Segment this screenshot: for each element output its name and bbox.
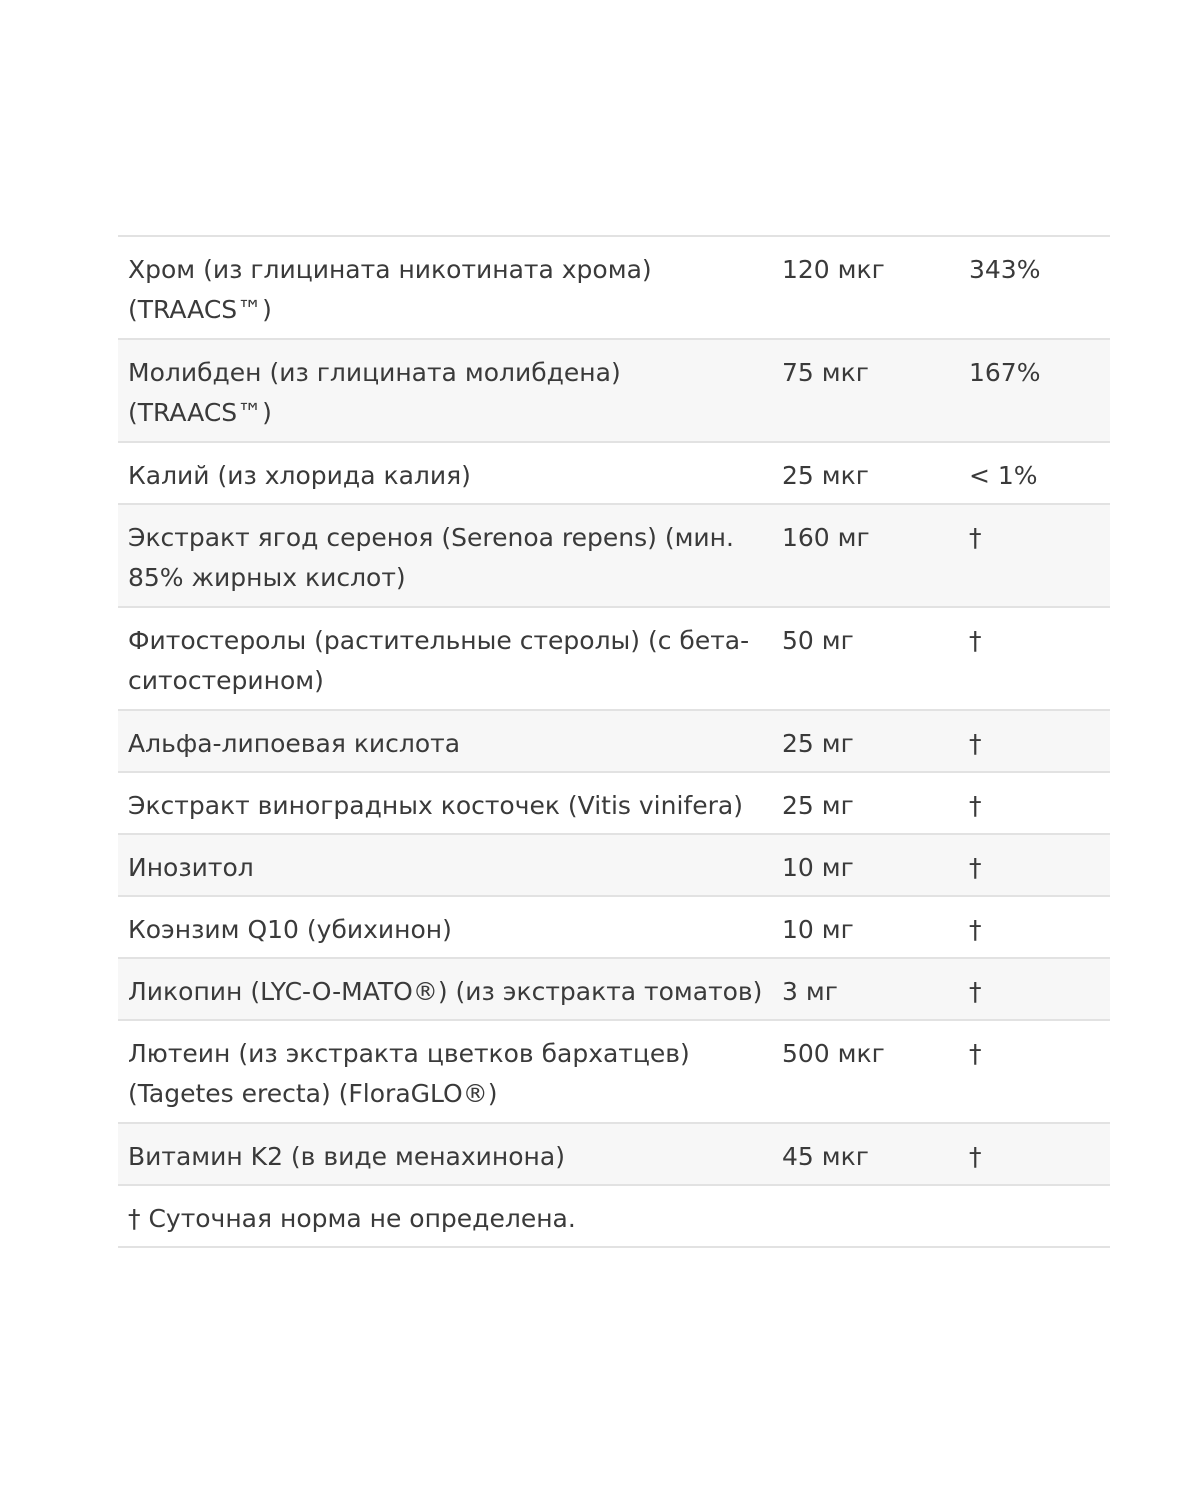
ingredient-name: Ликопин (LYC-O-MATO®) (из экстракта томатов) [128, 977, 763, 1006]
ingredient-name: Инозитол [128, 853, 254, 882]
ingredient-name: Витамин K2 (в виде менахинона) [128, 1142, 565, 1171]
table-row [118, 505, 1110, 608]
ingredient-daily-value: † [969, 1142, 982, 1171]
table-row [118, 443, 1110, 505]
ingredient-name: Фитостеролы (растительные стеролы) (с бета-ситостерином) [128, 626, 750, 695]
ingredient-daily-value: † [969, 791, 982, 820]
ingredient-amount: 45 мкг [782, 1142, 869, 1171]
table-row [118, 237, 1110, 340]
ingredient-amount: 75 мкг [782, 358, 869, 387]
table-row [118, 959, 1110, 1021]
ingredient-name: Лютеин (из экстракта цветков бархатцев) (Tagetes erecta) (FloraGLO®) [128, 1039, 690, 1108]
ingredient-name: Экстракт виноградных косточек (Vitis vinifera) [128, 791, 743, 820]
ingredient-amount: 500 мкг [782, 1039, 885, 1068]
ingredient-amount: 160 мг [782, 523, 870, 552]
ingredient-daily-value: 167% [969, 358, 1041, 387]
ingredient-amount: 50 мг [782, 626, 854, 655]
ingredient-amount: 120 мкг [782, 255, 885, 284]
ingredient-amount: 10 мг [782, 853, 854, 882]
table-row [118, 773, 1110, 835]
ingredient-daily-value: < 1% [969, 461, 1038, 490]
table-row [118, 1021, 1110, 1124]
table-row [118, 897, 1110, 959]
ingredient-daily-value: † [969, 626, 982, 655]
ingredient-amount: 25 мкг [782, 461, 869, 490]
ingredient-amount: 25 мг [782, 729, 854, 758]
ingredient-name: Альфа-липоевая кислота [128, 729, 461, 758]
ingredient-name: Хром (из глицината никотината хрома) (TRAACS™) [128, 255, 652, 324]
ingredient-daily-value: † [969, 729, 982, 758]
ingredient-name: Экстракт ягод сереноя (Serenoa repens) (мин. 85% жирных кислот) [128, 523, 734, 592]
ingredient-amount: 10 мг [782, 915, 854, 944]
ingredient-name: Калий (из хлорида калия) [128, 461, 471, 490]
ingredient-name: Молибден (из глицината молибдена) (TRAACS™) [128, 358, 621, 427]
ingredient-daily-value: † [969, 915, 982, 944]
supplement-facts-table [118, 235, 1110, 1248]
ingredient-daily-value: † [969, 523, 982, 552]
table-row [118, 1124, 1110, 1186]
daily-value-footnote: † Суточная норма не определена. [118, 1186, 1110, 1248]
ingredient-daily-value: † [969, 853, 982, 882]
ingredient-amount: 3 мг [782, 977, 838, 1006]
table-row [118, 835, 1110, 897]
ingredient-daily-value: † [969, 977, 982, 1006]
table-row [118, 340, 1110, 443]
table-row [118, 608, 1110, 711]
table-row [118, 711, 1110, 773]
ingredient-daily-value: 343% [969, 255, 1041, 284]
ingredient-daily-value: † [969, 1039, 982, 1068]
ingredient-amount: 25 мг [782, 791, 854, 820]
ingredient-name: Коэнзим Q10 (убихинон) [128, 915, 452, 944]
